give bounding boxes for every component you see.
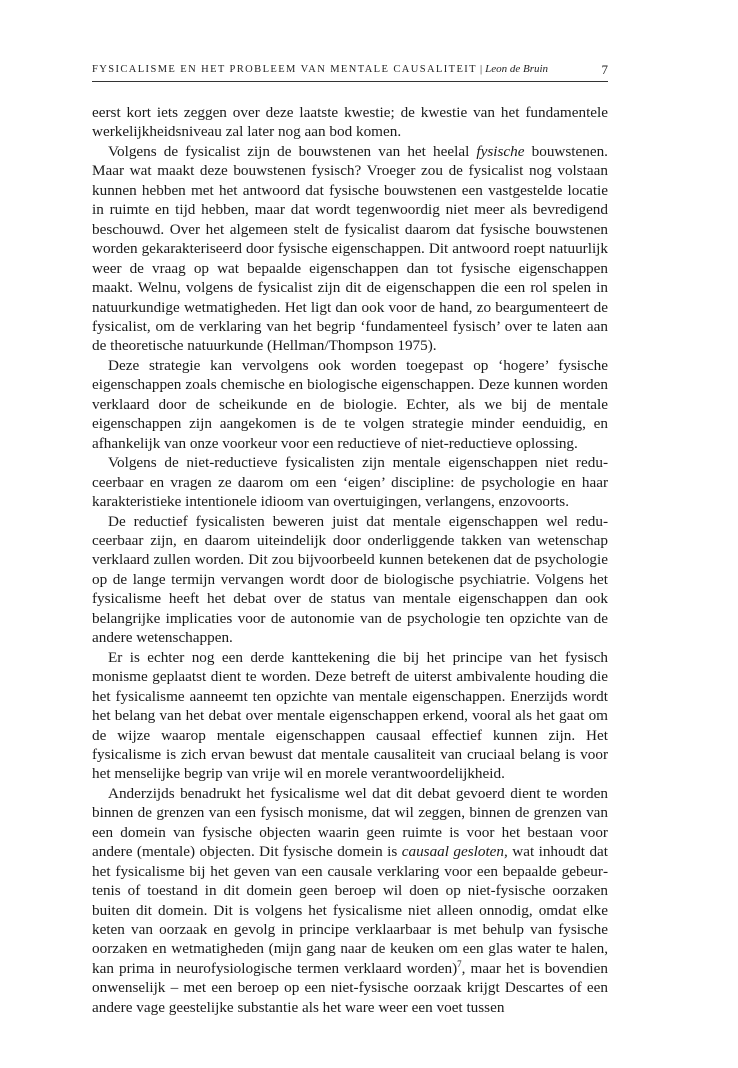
body-text	[92, 103, 608, 1017]
paragraph	[92, 512, 608, 648]
paragraph	[92, 356, 608, 453]
header-rule	[92, 81, 608, 82]
paragraph	[92, 648, 608, 784]
paragraph-text: Anderzijds benadrukt het fysicalisme wel dat dit debat gevoerd dient te worden binnen de grenzen van een fysisch monisme, dat wil zeggen, binnen de grenzen van een domein van fysische objecten waarin geen ruimte is voor het bestaan voor andere (mentale) objecten. Dit fysische domein is	[92, 784, 608, 861]
emphasis: causaal gesloten	[401, 843, 505, 861]
paragraph	[92, 103, 608, 142]
paragraph-text: Deze strategie kan vervolgens ook worden toegepast op ‘hogere’ fysische eigenschappen zoals chemische en biologische eigenschappen. Deze kunnen worden verklaard door de scheikunde en de biologie. Echter, als we bij de mentale eigenschappen zijn aangekomen is de te volgen strategie minder eenduidig, en afhankelijk van onze voorkeur voor een reductieve of niet-reductieve oplossing.	[92, 356, 608, 452]
paragraph-text: Er is echter nog een derde kanttekening die bij het principe van het fysisch monisme geplaatst dient te worden. Deze betreft de uiterst ambivalente houding die het fysicalisme aanneemt ten opzichte van mentale eigenschappen. Enerzijds wordt het belang van het debat over mentale eigenschappen erkend, vooral als het gaat om de wijze waarop mentale eigenschappen causaal effectief kunnen zijn. Het fysicalisme is zich ervan bewust dat mentale causaliteit van cruciaal belang is voor het menselijke begrip van vrije wil en morele verantwoordelijkheid.	[92, 648, 608, 783]
paragraph-text: , wat inhoudt dat het fysicalisme bij het geven van een causale verklaring voor een bepaalde gebeurtenis of toestand in dit domein geen beroep wil doen op niet-fysische oorzaken buiten dit domein. Dit is volgens het fysicalisme niet alleen onnodig, omdat elke keten van oorzaak en gevolg in principe verklaarbaar is met behulp van fysische oorzaken en wetmatigheden (mijn gang naar de keuken om een glas water te halen, kan prima in neurofysiologische termen verklaard worden)	[92, 843, 608, 977]
running-title: FYSICALISME EN HET PROBLEEM VAN MENTALE CAUSALITEIT	[92, 64, 477, 75]
author-name: Leon de Bruin	[485, 63, 549, 75]
footnote-marker[interactable]: 7	[457, 958, 462, 969]
paragraph-text: Volgens de niet-reductieve fysicalisten zijn mentale eigenschappen niet reduceerbaar en vragen ze daarom om een ‘eigen’ discipline: de psychologie en haar karakteristieke intentionele idioom van overtuigingen, verlangens, enzovoorts.	[92, 454, 608, 511]
paragraph	[92, 453, 608, 511]
emphasis: fysische	[476, 142, 525, 160]
paragraph-text: , maar het is bovendien onwenselijk – met een beroep op een niet-fysische oorzaak krijgt Descartes of een andere vage geestelijke substantie als het ware weer een voet tussen	[92, 959, 608, 1016]
running-head	[92, 63, 608, 79]
paragraph	[92, 142, 608, 356]
header-separator: |	[479, 64, 483, 75]
paragraph	[92, 784, 608, 1017]
paragraph-text: bouwstenen. Maar wat maakt deze bouwstenen fysisch? Vroeger zou de fysicalist nog volstaan kunnen hebben met het antwoord dat fysische bouwstenen een vastgestelde locatie in ruimte en tijd hebben, maar dat wordt tegenwoordig niet meer als bevredigend beschouwd. Over het algemeen stelt de fysicalist daarom dat fysische bouwstenen worden gekarakteriseerd door fysische eigenschappen. Dit antwoord roept natuurlijk weer de vraag op wat bepaalde eigenschappen dan tot fysische eigenschappen maakt. Welnu, volgens de fysicalist zijn dit de eigenschappen die een rol spelen in natuurkundige wetmatigheden. Het ligt dan ook voor de hand, zo beargumenteert de fysicalist, om de verklaring van het begrip ‘fundamenteel fysisch’ over te laten aan de theoretische natuurkunde (Hellman/Thompson 1975).	[92, 142, 608, 355]
paragraph-text: Volgens de fysicalist zijn de bouwstenen van het heelal	[108, 142, 477, 160]
page-number: 7	[601, 62, 608, 77]
paragraph-text: De reductief fysicalisten beweren juist dat mentale eigenschappen wel reduceerbaar zijn, en daarom uiteindelijk door onderliggende takken van wetenschap verklaard zullen worden. Dit zou bijvoorbeeld kunnen betekenen dat de psychologie op de lange termijn vervangen wordt door de biologische psychiatrie. Volgens het fysicalisme heeft het debat over de status van mentale eigenschappen dan ook belangrijke implicaties voor de autonomie van de psychologie ten opzichte van de andere wetenschappen.	[92, 512, 608, 647]
paragraph-text: eerst kort iets zeggen over deze laatste kwestie; de kwestie van het fundamentele werkelijkheidsniveau zal later nog aan bod komen.	[92, 104, 608, 141]
